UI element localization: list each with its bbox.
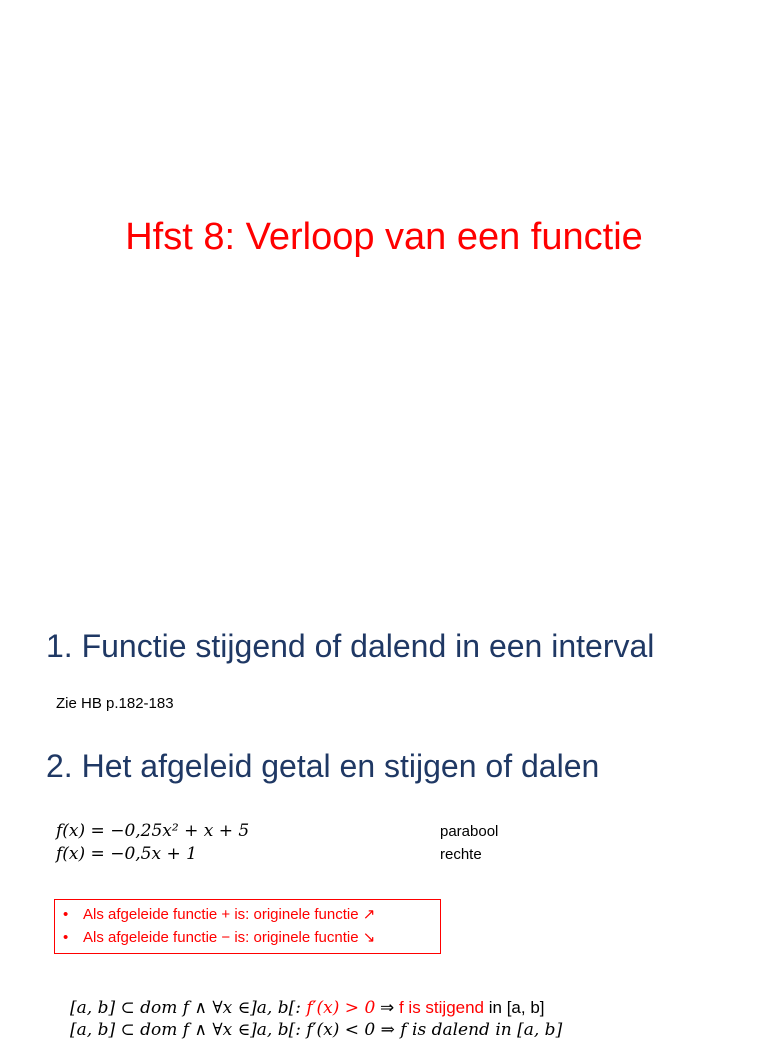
equation-label-line: rechte: [440, 846, 482, 863]
slide-title-text: Hfst 8: Verloop van een functie: [125, 216, 643, 258]
section-heading-2: 2. Het afgeleid getal en stijgen of dalen: [46, 748, 600, 784]
condition-decreasing: [a, b] ⊂ dom f ∧ ∀x ∈]a, b[: f′(x) < 0 ⇒ f is dalend in [a, b]: [70, 1020, 563, 1040]
condition-conclusion: f is stijgend: [398, 998, 485, 1017]
section-heading-1: 1. Functie stijgend of dalend in een interval: [46, 628, 655, 664]
condition-derivative: f′(x) > 0: [306, 998, 376, 1018]
rules-box: [54, 899, 441, 954]
slide-content: [0, 576, 768, 1040]
reference-note: Zie HB p.182-183: [56, 695, 174, 712]
condition-implies: ⇒: [375, 998, 399, 1017]
equation-line: f(x) = −0,5x + 1: [56, 844, 197, 864]
equation-label-parabola: parabool: [440, 823, 499, 840]
condition-increasing: [70, 998, 545, 1018]
bullet-marker: •: [63, 929, 69, 946]
rule-text: Als afgeleide functie + is: originele functie ↗: [83, 906, 376, 923]
condition-domain: [a, b] ⊂ dom f ∧ ∀x ∈]a, b[:: [70, 998, 307, 1018]
rule-text: Als afgeleide functie − is: originele fucntie ↘: [83, 929, 376, 946]
rule-item: [63, 926, 440, 949]
equation-parabola: f(x) = −0,25x² + x + 5: [56, 821, 250, 841]
bullet-marker: •: [63, 906, 69, 923]
rule-item: [63, 903, 440, 926]
condition-interval: in [a, b]: [484, 998, 545, 1017]
